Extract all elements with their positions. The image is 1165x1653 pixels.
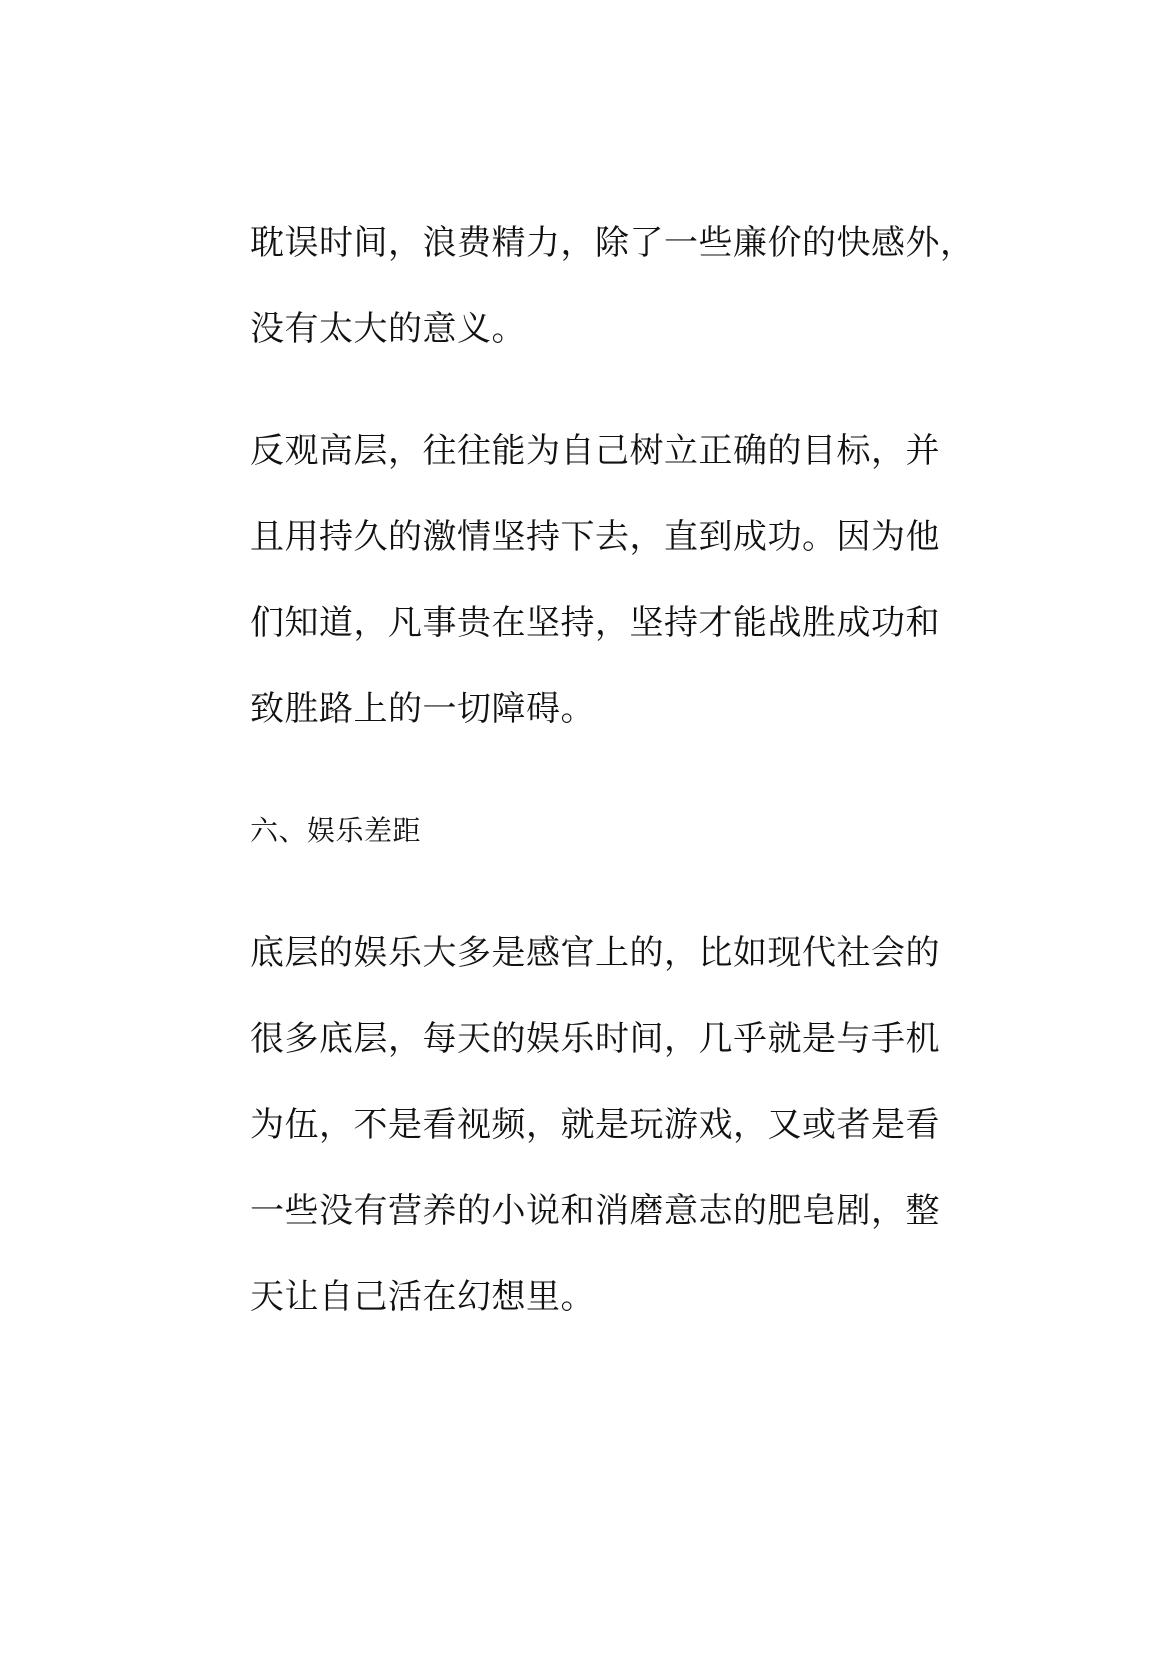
text-line: 们知道，凡事贵在坚持，坚持才能战胜成功和 bbox=[250, 603, 940, 643]
text-line: 为伍，不是看视频，就是玩游戏，又或者是看 bbox=[250, 1105, 940, 1145]
text-line: 很多底层，每天的娱乐时间，几乎就是与手机 bbox=[250, 1019, 940, 1059]
document-body bbox=[250, 200, 975, 1340]
paragraph-entertainment-gap bbox=[250, 910, 940, 1340]
text-line: 致胜路上的一切障碍。 bbox=[250, 689, 595, 729]
paragraph-wasted-time bbox=[250, 200, 975, 372]
text-line: 天让自己活在幻想里。 bbox=[250, 1277, 595, 1317]
section-heading: 六、娱乐差距 bbox=[250, 814, 422, 847]
paragraph-upper-class-persistence bbox=[250, 408, 940, 752]
text-line: 没有太大的意义。 bbox=[250, 309, 526, 349]
text-line: 底层的娱乐大多是感官上的，比如现代社会的 bbox=[250, 933, 940, 973]
text-line: 且用持久的激情坚持下去，直到成功。因为他 bbox=[250, 517, 940, 557]
paragraph-spacer bbox=[250, 874, 930, 910]
text-line: 耽误时间，浪费精力，除了一些廉价的快感外， bbox=[250, 223, 975, 263]
text-line: 一些没有营养的小说和消磨意志的肥皂剧，整 bbox=[250, 1191, 940, 1231]
text-line: 反观高层，往往能为自己树立正确的目标，并 bbox=[250, 431, 940, 471]
paragraph-spacer bbox=[250, 372, 930, 408]
paragraph-spacer bbox=[250, 752, 930, 788]
